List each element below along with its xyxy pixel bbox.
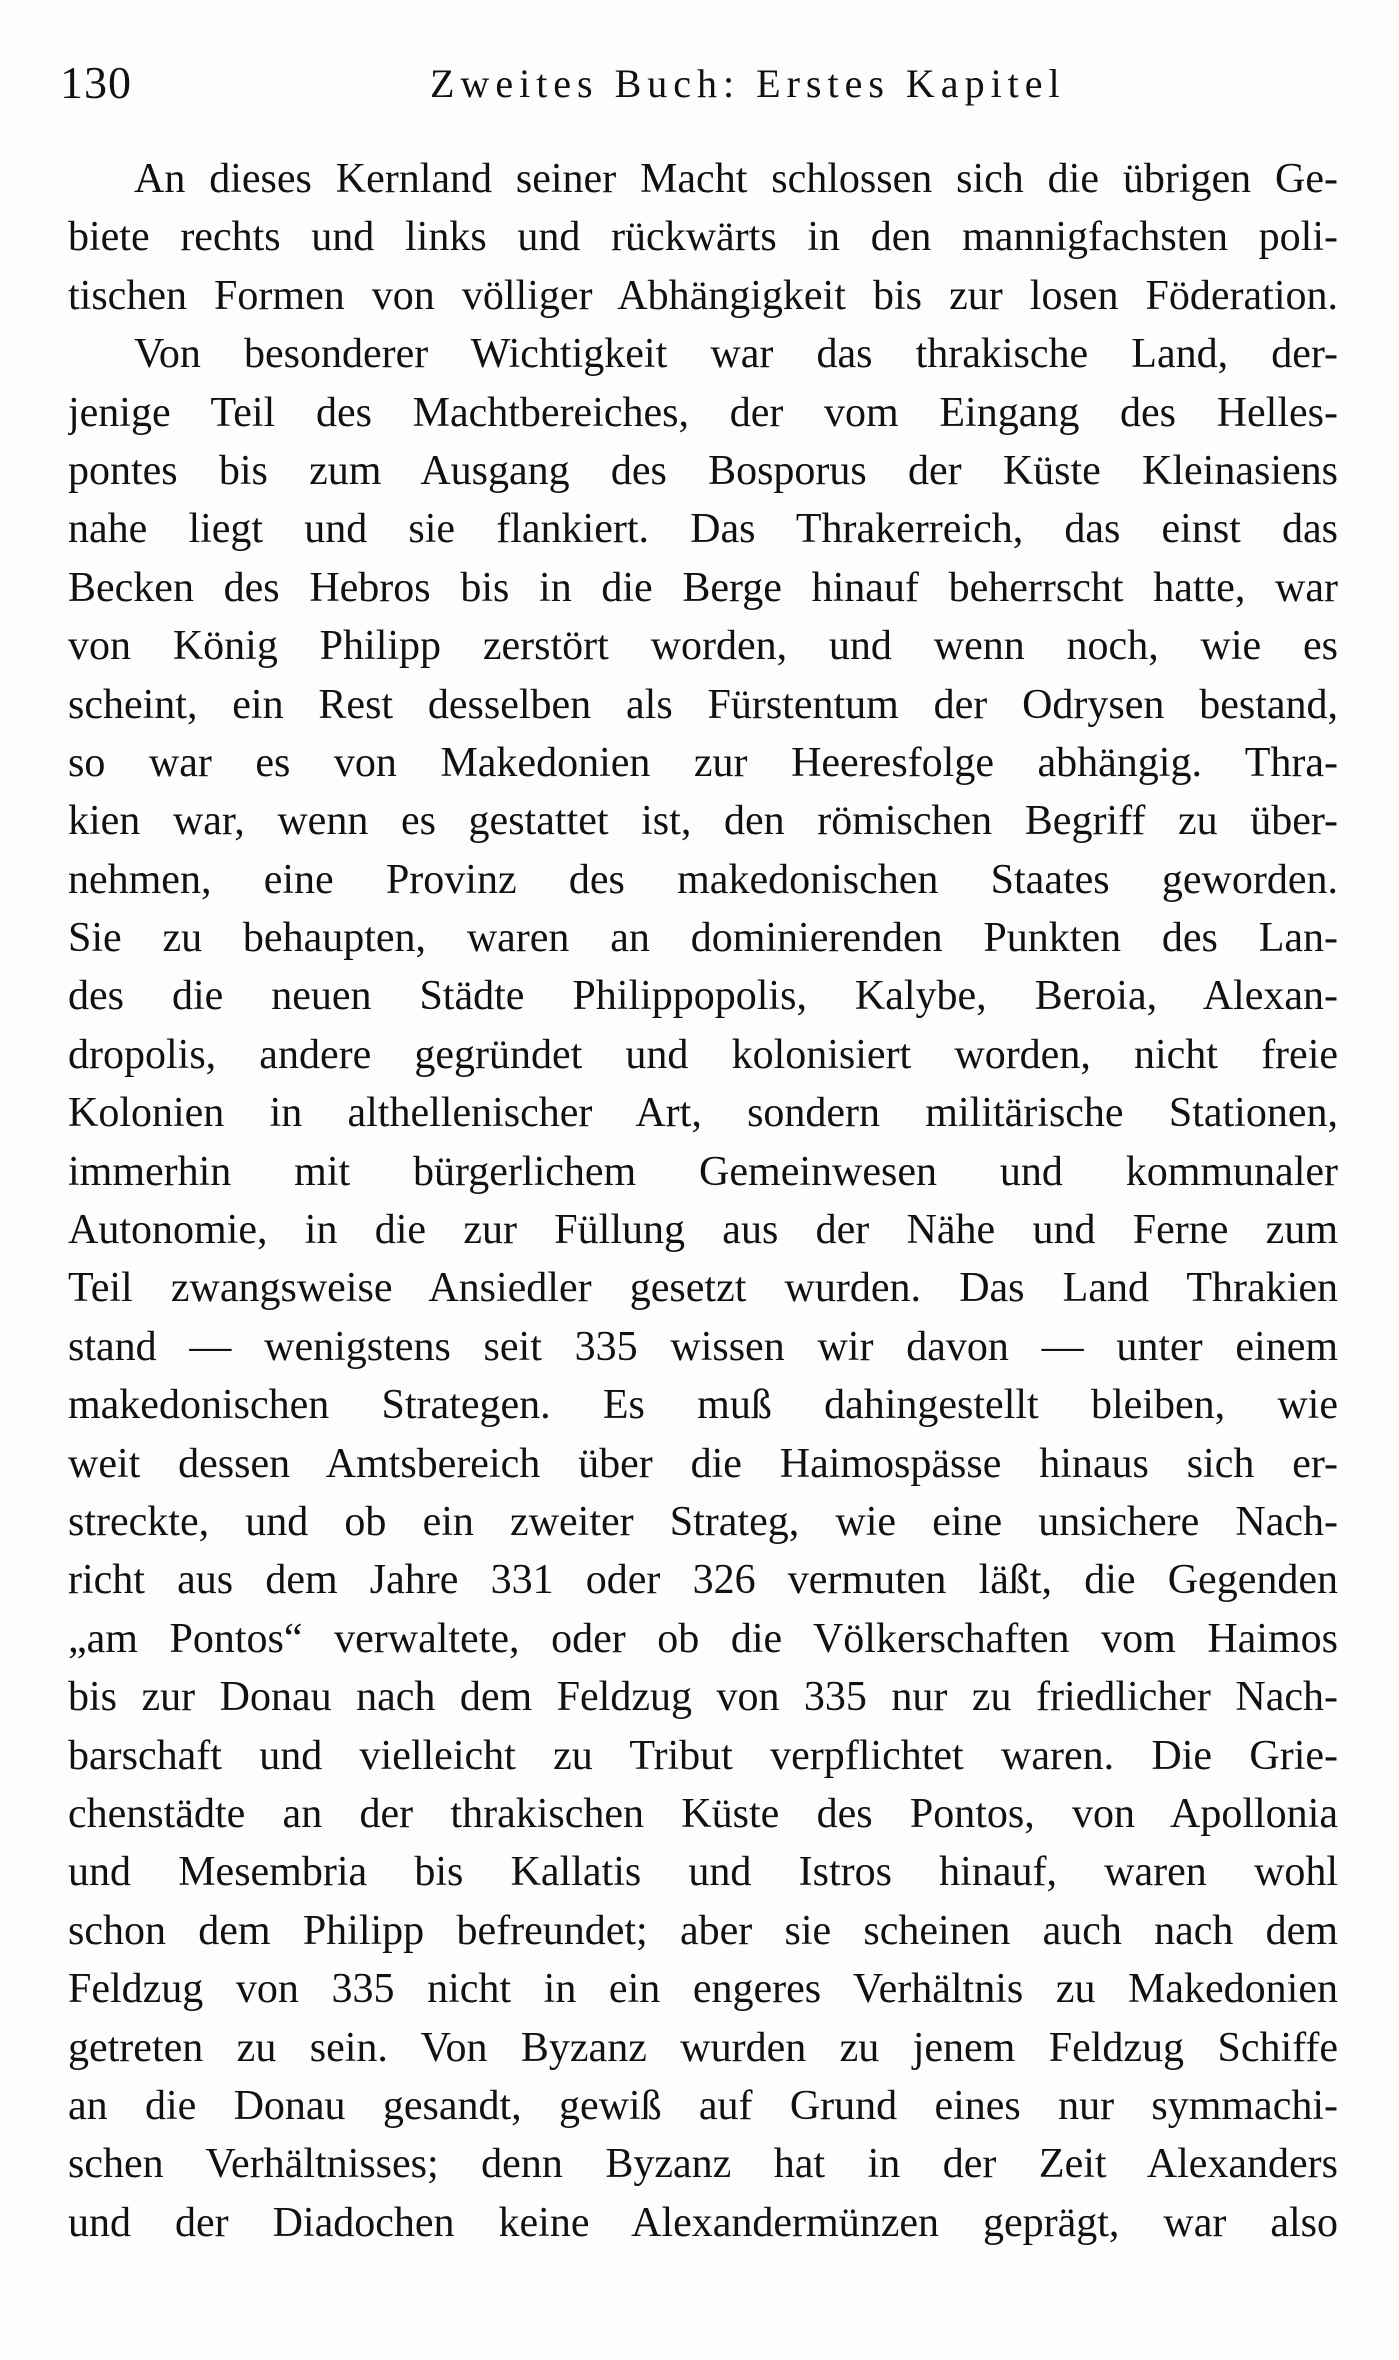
text-line: und der Diadochen keine Alexandermünzen geprägt, war also <box>68 2199 1338 2246</box>
text-line: und Mesembria bis Kallatis und Istros hinauf, waren wohl <box>68 1849 1338 1896</box>
text-line: an die Donau gesandt, gewiß auf Grund eines nur symmachi- <box>68 2082 1338 2129</box>
text-line: schon dem Philipp befreundet; aber sie scheinen auch nach dem <box>68 1907 1338 1954</box>
text-line: Von besonderer Wichtigkeit war das thrakische Land, der- <box>134 331 1338 378</box>
text-line: biete rechts und links und rückwärts in den mannigfachsten poli- <box>68 214 1338 261</box>
text-line: tischen Formen von völliger Abhängigkeit bis zur losen Föderation. <box>68 272 1338 319</box>
text-line: nahe liegt und sie flankiert. Das Thrakerreich, das einst das <box>68 506 1338 553</box>
text-line: Becken des Hebros bis in die Berge hinauf beherrscht hatte, war <box>68 564 1338 611</box>
text-line: Kolonien in althellenischer Art, sondern militärische Stationen, <box>68 1090 1338 1137</box>
text-line: Sie zu behaupten, waren an dominierenden Punkten des Lan- <box>68 915 1338 962</box>
text-line: dropolis, andere gegründet und kolonisiert worden, nicht freie <box>68 1031 1338 1078</box>
text-line: makedonischen Strategen. Es muß dahingestellt bleiben, wie <box>68 1382 1338 1429</box>
running-title: Zweites Buch: Erstes Kapitel <box>430 61 1066 106</box>
text-line: barschaft und vielleicht zu Tribut verpflichtet waren. Die Grie- <box>68 1732 1338 1779</box>
text-line: Feldzug von 335 nicht in ein engeres Verhältnis zu Makedonien <box>68 1966 1338 2013</box>
text-line: chenstädte an der thrakischen Küste des Pontos, von Apollonia <box>68 1790 1338 1837</box>
text-line: „am Pontos“ verwaltete, oder ob die Völkerschaften vom Haimos <box>68 1615 1338 1662</box>
text-line: Autonomie, in die zur Füllung aus der Nähe und Ferne zum <box>68 1207 1338 1254</box>
text-line: pontes bis zum Ausgang des Bosporus der Küste Kleinasiens <box>68 447 1338 494</box>
text-line: Teil zwangsweise Ansiedler gesetzt wurden. Das Land Thrakien <box>68 1265 1338 1312</box>
text-line: kien war, wenn es gestattet ist, den römischen Begriff zu über- <box>68 798 1338 845</box>
text-line: streckte, und ob ein zweiter Strateg, wie eine unsichere Nach- <box>68 1498 1338 1545</box>
body-text <box>68 150 1338 2252</box>
text-line: des die neuen Städte Philippopolis, Kalybe, Beroia, Alexan- <box>68 973 1338 1020</box>
text-line: schen Verhältnisses; denn Byzanz hat in der Zeit Alexanders <box>68 2141 1338 2188</box>
text-line: richt aus dem Jahre 331 oder 326 vermuten läßt, die Gegenden <box>68 1557 1338 1604</box>
text-line: stand — wenigstens seit 335 wissen wir davon — unter einem <box>68 1323 1338 1370</box>
text-line: nehmen, eine Provinz des makedonischen Staates geworden. <box>68 856 1338 903</box>
text-line: von König Philipp zerstört worden, und wenn noch, wie es <box>68 623 1338 670</box>
text-line: jenige Teil des Machtbereiches, der vom Eingang des Helles- <box>68 389 1338 436</box>
text-line: so war es von Makedonien zur Heeresfolge abhängig. Thra- <box>68 739 1338 786</box>
text-line: An dieses Kernland seiner Macht schlossen sich die übrigen Ge- <box>134 156 1338 202</box>
text-line: immerhin mit bürgerlichem Gemeinwesen und kommunaler <box>68 1148 1338 1195</box>
text-line: weit dessen Amtsbereich über die Haimospässe hinaus sich er- <box>68 1440 1338 1487</box>
text-line: bis zur Donau nach dem Feldzug von 335 nur zu friedlicher Nach- <box>68 1674 1338 1721</box>
page-number: 130 <box>60 57 132 108</box>
text-line: getreten zu sein. Von Byzanz wurden zu jenem Feldzug Schiffe <box>68 2024 1338 2071</box>
text-line: scheint, ein Rest desselben als Fürstentum der Odrysen bestand, <box>68 681 1338 728</box>
